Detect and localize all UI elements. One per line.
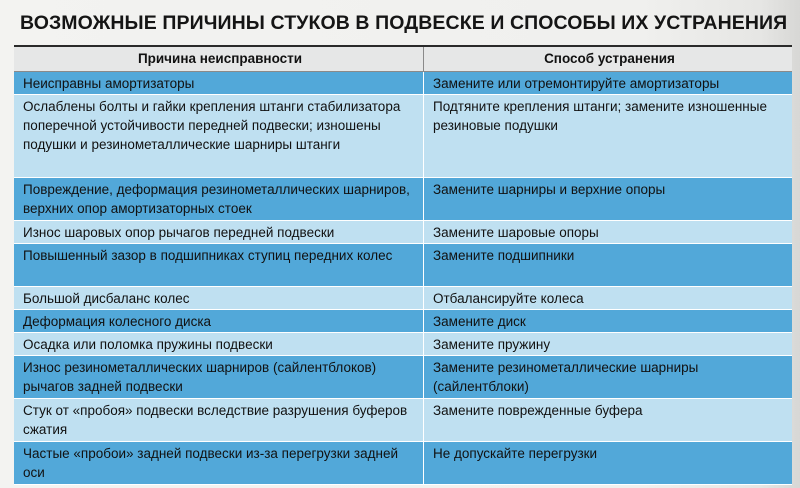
table-row [14, 244, 792, 287]
table-row [14, 221, 792, 244]
table-row [14, 178, 792, 221]
remedy-cell: Замените резинометаллические шарниры (сайлентблоки) [433, 360, 699, 394]
cause-cell: Частые «пробои» задней подвески из-за перегрузки задней оси [14, 442, 424, 484]
cause-cell: Ослаблены болты и гайки крепления штанги стабилизатора поперечной устойчивости передней подвески; изношены подушки и резинометаллические шарниры штанги [14, 95, 424, 177]
table-row [14, 399, 792, 442]
remedy-cell: Замените шарниры и верхние опоры [433, 182, 666, 197]
header-cause: Причина неисправности [14, 47, 424, 71]
cause-cell: Износ резинометаллических шарниров (сайлентблоков) рычагов задней подвески [14, 356, 424, 398]
cause-cell: Повышенный зазор в подшипниках ступиц передних колес [14, 244, 424, 286]
cause-cell: Стук от «пробоя» подвески вследствие разрушения буферов сжатия [14, 399, 424, 441]
table-row [14, 287, 792, 310]
remedy-cell: Замените или отремонтируйте амортизаторы [433, 76, 720, 91]
cause-cell: Осадка или поломка пружины подвески [14, 333, 424, 355]
remedy-cell: Отбалансируйте колеса [433, 291, 584, 306]
remedy-cell: Подтяните крепления штанги; замените изношенные резиновые подушки [433, 99, 767, 133]
remedy-cell: Замените подшипники [433, 248, 575, 263]
header-remedy: Способ устранения [544, 51, 675, 66]
table-row [14, 333, 792, 356]
remedy-cell: Не допускайте перегрузки [433, 446, 598, 461]
causes-remedies-table [14, 45, 792, 485]
remedy-cell: Замените диск [433, 314, 526, 329]
table-row [14, 356, 792, 399]
remedy-cell: Замените пружину [433, 337, 551, 352]
table-row [14, 310, 792, 333]
cause-cell: Деформация колесного диска [14, 310, 424, 332]
cause-cell: Износ шаровых опор рычагов передней подвески [14, 221, 424, 243]
table-row [14, 442, 792, 485]
table-header-row [14, 47, 792, 72]
cause-cell: Повреждение, деформация резинометаллических шарниров, верхних опор амортизаторных стоек [14, 178, 424, 220]
cause-cell: Неисправны амортизаторы [14, 72, 424, 94]
cause-cell: Большой дисбаланс колес [14, 287, 424, 309]
table-row [14, 95, 792, 178]
remedy-cell: Замените поврежденные буфера [433, 403, 643, 418]
page-title: ВОЗМОЖНЫЕ ПРИЧИНЫ СТУКОВ В ПОДВЕСКЕ И СПОСОБЫ ИХ УСТРАНЕНИЯ [20, 12, 788, 34]
remedy-cell: Замените шаровые опоры [433, 225, 599, 240]
table-row [14, 72, 792, 95]
